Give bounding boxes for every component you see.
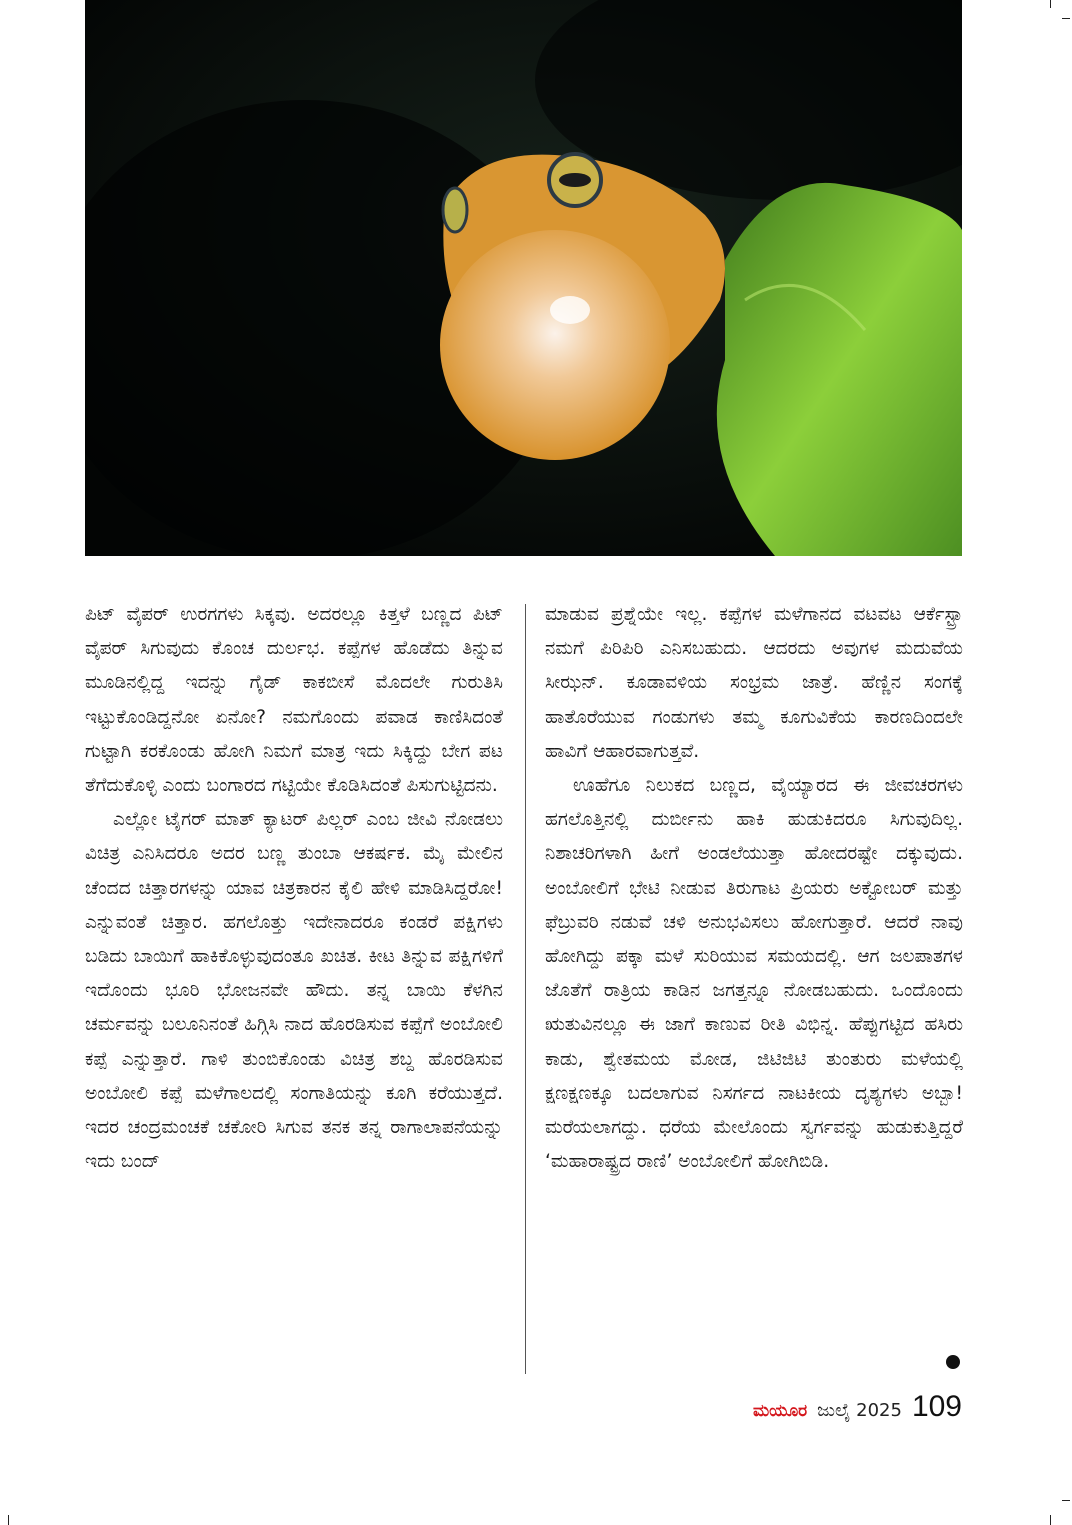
crop-mark	[1062, 18, 1070, 19]
article-paragraph: ಎಲ್ಲೋ ಟೈಗರ್ ಮಾತ್ ಕ್ಯಾಟರ್ ಪಿಲ್ಲರ್ ಎಂಬ ಜೀವಿ ನೋಡಲು ವಿಚಿತ್ರ ಎನಿಸಿದರೂ ಅದರ ಬಣ್ಣ ತುಂಬಾ ಆಕರ್ಷಕ. ಮೈ ಮೇಲಿನ ಚೆಂದದ ಚಿತ್ತಾರಗಳನ್ನು ಯಾವ ಚಿತ್ರಕಾರನ ಕೈಲಿ ಹೇಳಿ ಮಾಡಿಸಿದ್ದರೋ! ಎನ್ನುವಂತೆ ಚಿತ್ತಾರ. ಹಗಲೊತ್ತು ಇದೇನಾದರೂ ಕಂಡರೆ ಪಕ್ಷಿಗಳು ಬಡಿದು ಬಾಯಿಗೆ ಹಾಕಿಕೊಳ್ಳುವುದಂತೂ ಖಚಿತ. ಕೀಟ ತಿನ್ನುವ ಪಕ್ಷಿಗಳಿಗೆ ಇದೊಂದು ಭೂರಿ ಭೋಜನವೇ ಹೌದು. ತನ್ನ ಬಾಯಿ ಕೆಳಗಿನ ಚರ್ಮವನ್ನು ಬಲೂನಿನಂತೆ ಹಿಗ್ಗಿಸಿ ನಾದ ಹೊರಡಿಸುವ ಕಪ್ಪೆಗೆ ಅಂಬೋಲಿ ಕಪ್ಪೆ ಎನ್ನುತ್ತಾರೆ. ಗಾಳಿ ತುಂಬಿಕೊಂಡು ವಿಚಿತ್ರ ಶಬ್ದ ಹೊರಡಿಸುವ ಅಂಬೋಲಿ ಕಪ್ಪೆ ಮಳೆಗಾಲದಲ್ಲಿ ಸಂಗಾತಿಯನ್ನು ಕೂಗಿ ಕರೆಯುತ್ತದೆ. ಇದರ ಚಂದ್ರಮಂಚಕೆ ಚಕೋರಿ ಸಿಗುವ ತನಕ ತನ್ನ ರಾಗಾಲಾಪನೆಯನ್ನು ಇದು ಬಂದ್	[85, 809, 503, 1173]
crop-mark	[1050, 1515, 1051, 1525]
article-paragraph: ಪಿಟ್ ವೈಪರ್ ಉರಗಗಳು ಸಿಕ್ಕವು. ಅದರಲ್ಲೂ ಕಿತ್ತಳೆ ಬಣ್ಣದ ಪಿಟ್ ವೈಪರ್ ಸಿಗುವುದು ಕೊಂಚ ದುರ್ಲಭ. ಕಪ್ಪೆಗಳ ಹೊಡೆದು ತಿನ್ನುವ ಮೂಡಿನಲ್ಲಿದ್ದ ಇದನ್ನು ಗೈಡ್ ಕಾಕಬೀಸೆ ಮೊದಲೇ ಗುರುತಿಸಿ ಇಟ್ಟುಕೊಂಡಿದ್ದನೋ ಏನೋ? ನಮಗೊಂದು ಪವಾಡ ಕಾಣಿಸಿದಂತೆ ಗುಟ್ಟಾಗಿ ಕರಕೊಂಡು ಹೋಗಿ ನಿಮಗೆ ಮಾತ್ರ ಇದು ಸಿಕ್ಕಿದ್ದು ಬೇಗ ಪಟ ತೆಗೆದುಕೊಳ್ಳಿ ಎಂದು ಬಂಗಾರದ ಗಟ್ಟಿಯೇ ಕೊಡಿಸಿದಂತೆ ಪಿಸುಗುಟ್ಟಿದನು.	[85, 604, 503, 797]
article-column-right	[545, 598, 963, 1179]
article-paragraph: ಮಾಡುವ ಪ್ರಶ್ನೆಯೇ ಇಲ್ಲ. ಕಪ್ಪೆಗಳ ಮಳೆಗಾನದ ವಟವಟ ಆರ್ಕೆಸ್ಟ್ರಾ ನಮಗೆ ಪಿರಿಪಿರಿ ಎನಿಸಬಹುದು. ಆದರದು ಅವುಗಳ ಮದುವೆಯ ಸೀಝನ್. ಕೂಡಾವಳಿಯ ಸಂಭ್ರಮ ಜಾತ್ರೆ. ಹೆಣ್ಣಿನ ಸಂಗಕ್ಕೆ ಹಾತೊರೆಯುವ ಗಂಡುಗಳು ತಮ್ಮ ಕೂಗುವಿಕೆಯ ಕಾರಣದಿಂದಲೇ ಹಾವಿಗೆ ಆಹಾರವಾಗುತ್ತವೆ.	[545, 604, 963, 762]
article-column-left	[85, 598, 503, 1179]
issue-date: ಜುಲೈ 2025	[817, 1400, 902, 1421]
crop-mark	[1050, 0, 1051, 8]
page-footer	[753, 1390, 962, 1430]
column-divider	[525, 604, 526, 1374]
page-number: 109	[911, 1390, 962, 1423]
crop-mark	[8, 1515, 9, 1525]
magazine-brand: ಮಯೂರ	[752, 1401, 808, 1421]
frog-photo	[85, 0, 962, 556]
crop-mark	[1062, 1500, 1070, 1501]
article-paragraph: ಊಹೆಗೂ ನಿಲುಕದ ಬಣ್ಣದ, ವೈಯ್ಯಾರದ ಈ ಜೀವಚರಗಳು ಹಗಲೊತ್ತಿನಲ್ಲಿ ದುರ್ಬೀನು ಹಾಕಿ ಹುಡುಕಿದರೂ ಸಿಗುವುದಿಲ್ಲ. ನಿಶಾಚರಿಗಳಾಗಿ ಹೀಗೆ ಅಂಡಲೆಯುತ್ತಾ ಹೋದರಷ್ಟೇ ದಕ್ಕುವುದು. ಅಂಬೋಲಿಗೆ ಭೇಟಿ ನೀಡುವ ತಿರುಗಾಟ ಪ್ರಿಯರು ಅಕ್ಟೋಬರ್ ಮತ್ತು ಫೆಬ್ರುವರಿ ನಡುವೆ ಚಳಿ ಅನುಭವಿಸಲು ಹೋಗುತ್ತಾರೆ. ಆದರೆ ನಾವು ಹೋಗಿದ್ದು ಪಕ್ಕಾ ಮಳೆ ಸುರಿಯುವ ಸಮಯದಲ್ಲಿ. ಆಗ ಜಲಪಾತಗಳ ಜೊತೆಗೆ ರಾತ್ರಿಯ ಕಾಡಿನ ಜಗತ್ತನ್ನೂ ನೋಡಬಹುದು. ಒಂದೊಂದು ಋತುವಿನಲ್ಲೂ ಈ ಜಾಗೆ ಕಾಣುವ ರೀತಿ ವಿಭಿನ್ನ. ಹೆಪ್ಪುಗಟ್ಟಿದ ಹಸಿರು ಕಾಡು, ಶ್ವೇತಮಯ ಮೋಡ, ಜಿಟಿಜಿಟಿ ತುಂತುರು ಮಳೆಯಲ್ಲಿ ಕ್ಷಣಕ್ಷಣಕ್ಕೂ ಬದಲಾಗುವ ನಿಸರ್ಗದ ನಾಟಕೀಯ ದೃಶ್ಯಗಳು ಅಬ್ಬಾ! ಮರೆಯಲಾಗದ್ದು. ಧರೆಯ ಮೇಲೊಂದು ಸ್ವರ್ಗವನ್ನು ಹುಡುಕುತ್ತಿದ್ದರೆ ‘ಮಹಾರಾಷ್ಟ್ರದ ರಾಣಿ’ ಅಂಬೋಲಿಗೆ ಹೋಗಿಬಿಡಿ.	[545, 775, 963, 1173]
end-of-article-bullet	[946, 1355, 960, 1369]
